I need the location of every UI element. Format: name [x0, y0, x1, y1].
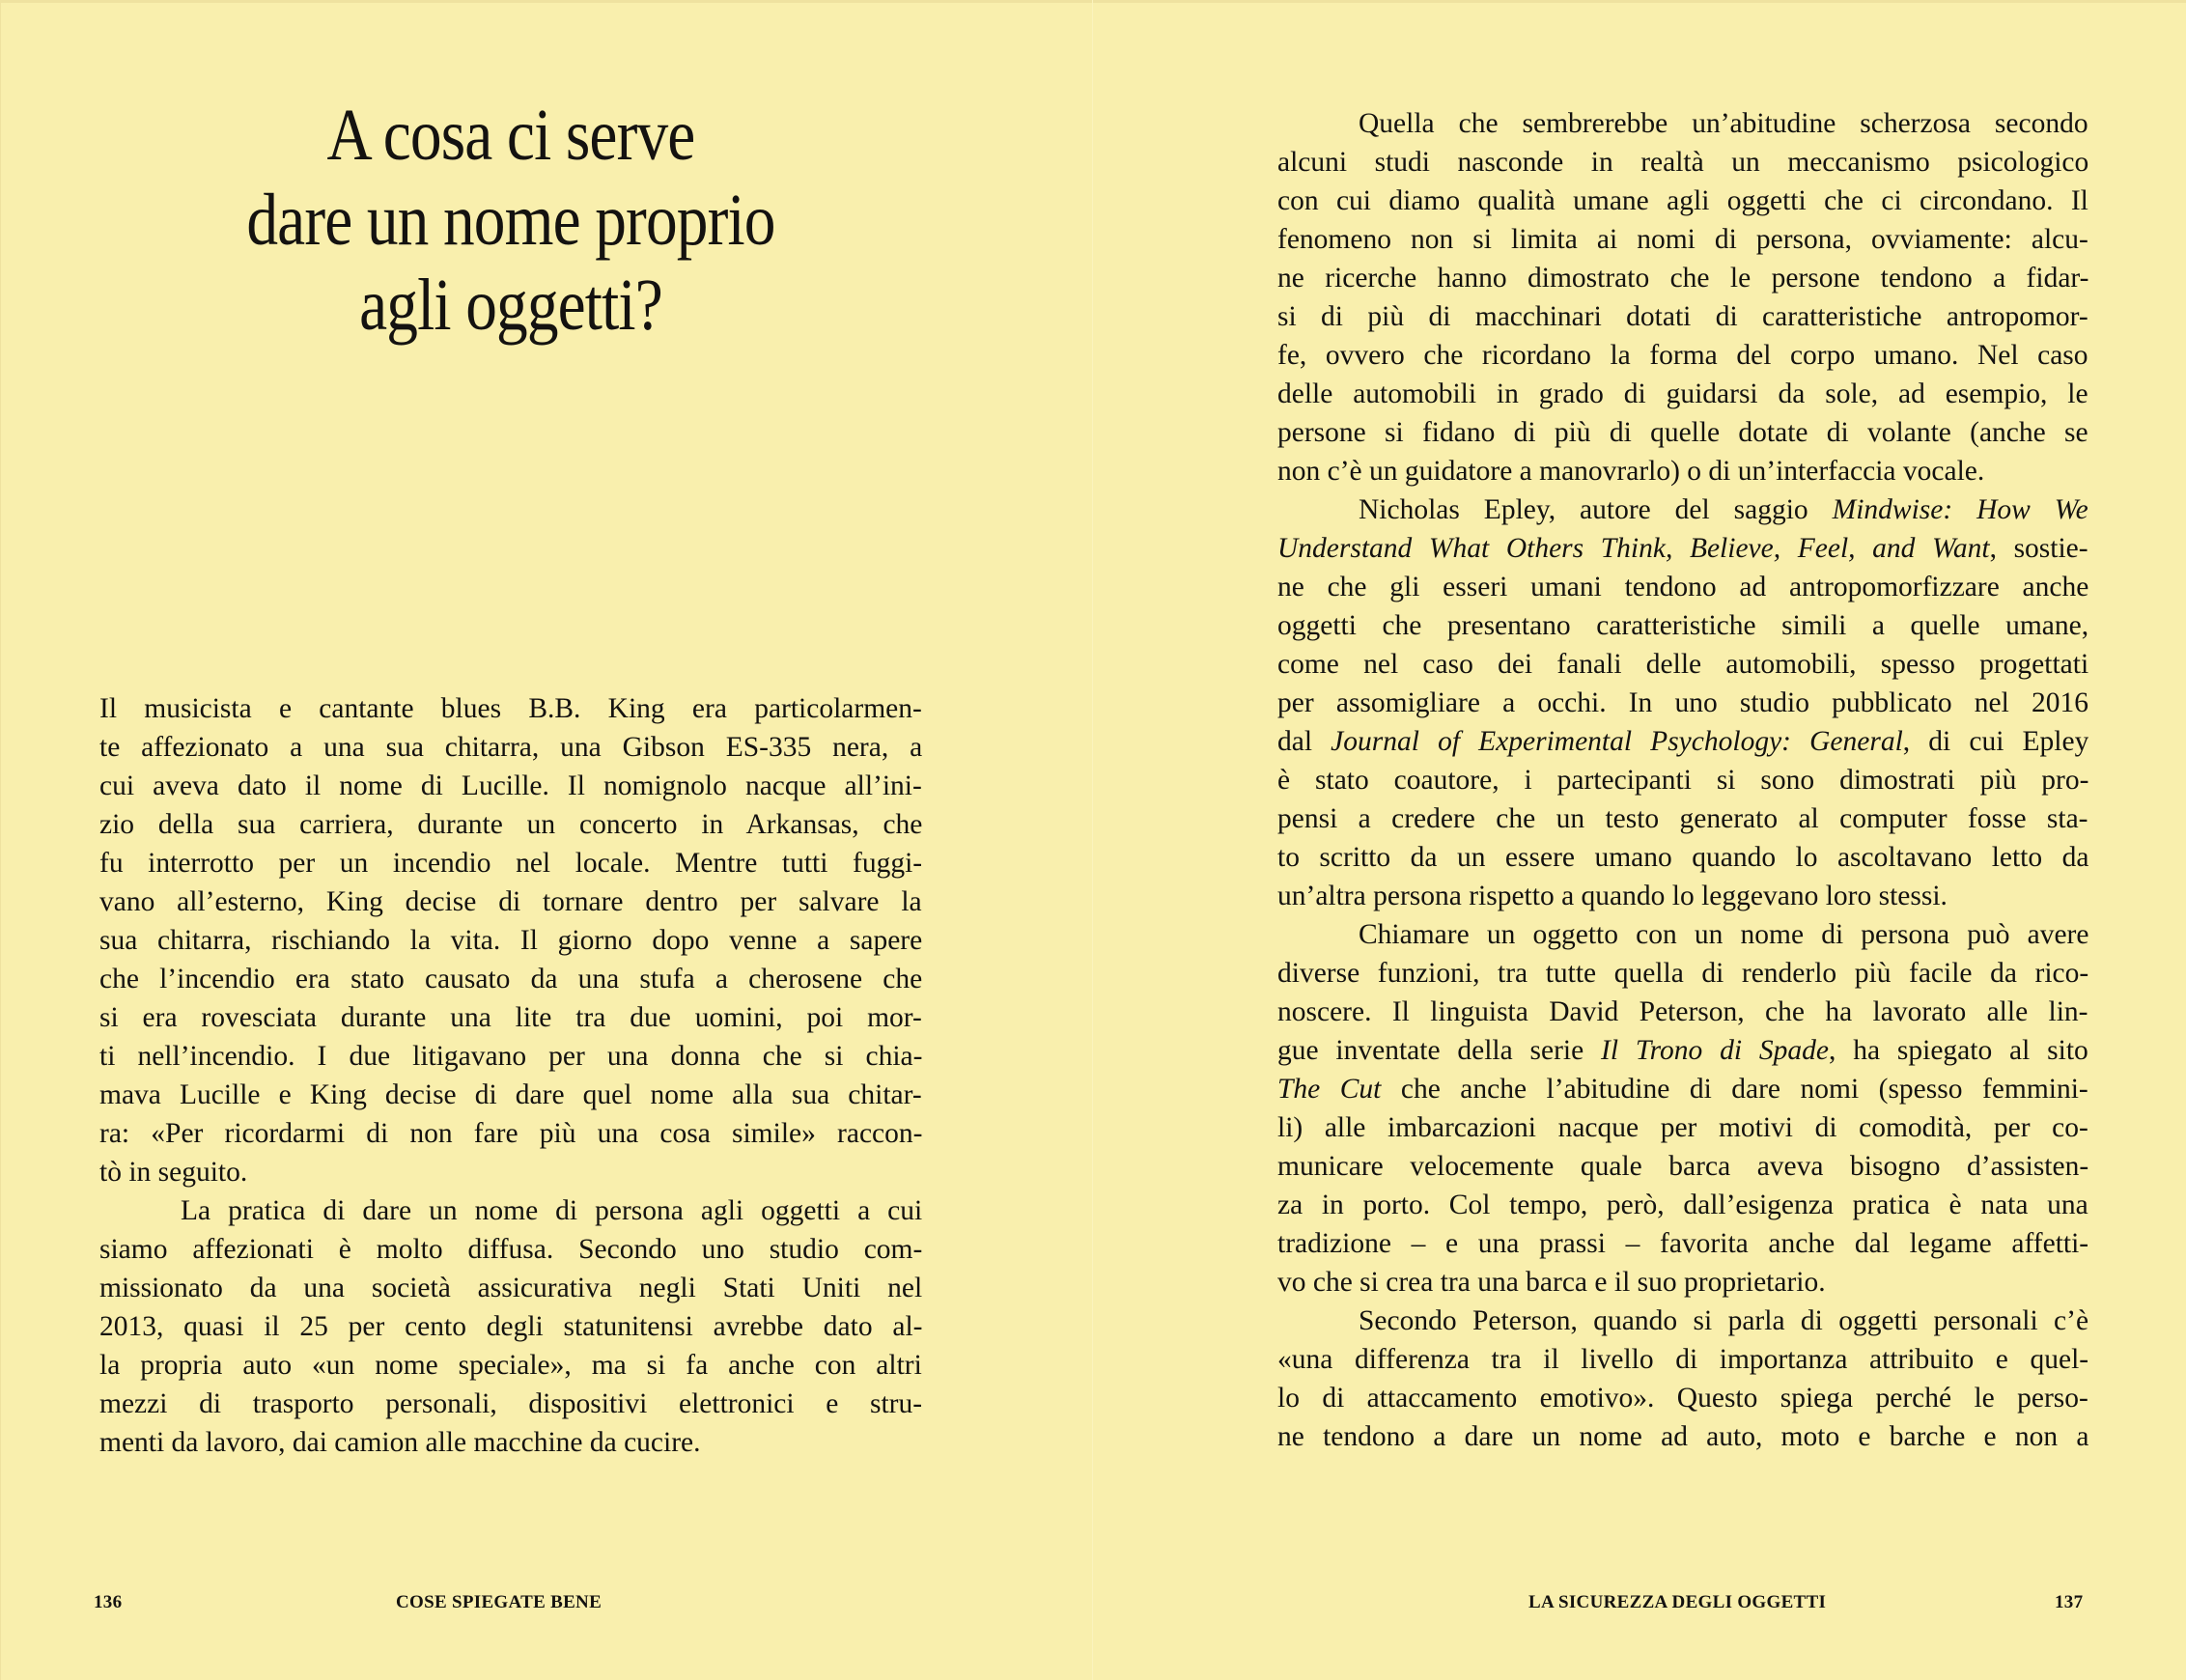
title-line: A cosa ci serve	[326, 95, 695, 176]
text-line: siamo affezionati è molto diffusa. Secondo uno studio com-	[99, 1234, 922, 1265]
book-title: Mindwise: How We	[1832, 494, 2088, 525]
text-line: Il musicista e cantante blues B.B. King era particolarmen-	[99, 693, 922, 724]
text-line: ti nell’incendio. I due litigavano per una donna che si chia-	[99, 1041, 922, 1072]
text-line: la propria auto «un nome speciale», ma si fa anche con altri	[99, 1350, 922, 1381]
text-line: persone si fidano di più di quelle dotate di volante (anche se	[1277, 417, 2088, 448]
text-line: fu interrotto per un incendio nel locale. Mentre tutti fuggi-	[99, 848, 922, 879]
text-line	[1277, 722, 2088, 761]
text-line: to scritto da un essere umano quando lo ascoltavano letto da	[1277, 842, 2088, 873]
text-run: , sostie-	[1989, 533, 2088, 564]
text-line: Secondo Peterson, quando si parla di oggetti personali c’è	[1359, 1305, 2088, 1336]
spine-gutter	[1092, 0, 1093, 1680]
text-line: fe, ovvero che ricordano la forma del corpo umano. Nel caso	[1277, 340, 2088, 371]
journal-title: Journal of Experimental Psychology: General	[1331, 726, 1903, 757]
text-line: vano all’esterno, King decise di tornare dentro per salvare la	[99, 886, 922, 917]
title-line: agli oggetti?	[359, 265, 662, 346]
text-line: un’altra persona rispetto a quando lo leggevano loro stessi.	[1277, 881, 1948, 911]
text-line: con cui diamo qualità umane agli oggetti che ci circondano. Il	[1277, 185, 2088, 216]
text-line: tradizione – e una prassi – favorita anche dal legame affetti-	[1277, 1228, 2088, 1259]
text-line: alcuni studi nasconde in realtà un meccanismo psicologico	[1277, 147, 2088, 178]
text-line	[1277, 529, 2088, 568]
page-number: 137	[2055, 1592, 2084, 1612]
text-line: pensi a credere che un testo generato al computer fosse sta-	[1277, 803, 2088, 834]
text-line: te affezionato a una sua chitarra, una Gibson ES-335 nera, a	[99, 732, 922, 763]
text-line	[1277, 1070, 2088, 1108]
text-line: sua chitarra, rischiando la vita. Il giorno dopo venne a sapere	[99, 925, 922, 956]
text-line: lo di attaccamento emotivo». Questo spiega perché le perso-	[1277, 1383, 2088, 1414]
text-line: tò in seguito.	[99, 1157, 248, 1188]
text-line: si di più di macchinari dotati di caratteristiche antropomor-	[1277, 301, 2088, 332]
text-line: delle automobili in grado di guidarsi da sole, ad esempio, le	[1277, 378, 2088, 409]
series-title: Il Trono di Spade	[1601, 1035, 1830, 1066]
text-line: mava Lucille e King decise di dare quel nome alla sua chitar-	[99, 1079, 922, 1110]
text-run: dal	[1277, 726, 1331, 757]
text-line: Chiamare un oggetto con un nome di persona può avere	[1359, 919, 2088, 950]
text-line: fenomeno non si limita ai nomi di persona, ovviamente: alcu-	[1277, 224, 2088, 255]
text-line: per assomigliare a occhi. In uno studio pubblicato nel 2016	[1277, 687, 2088, 718]
text-line: «una differenza tra il livello di importanza attribuito e quel-	[1277, 1344, 2088, 1375]
text-line: si era rovesciata durante una lite tra due uomini, poi mor-	[99, 1002, 922, 1033]
text-line: li) alle imbarcazioni nacque per motivi di comodità, per co-	[1277, 1112, 2088, 1143]
text-line: zio della sua carriera, durante un concerto in Arkansas, che	[99, 809, 922, 840]
text-line: non c’è un guidatore a manovrarlo) o di un’interfaccia vocale.	[1277, 456, 1985, 487]
text-line: 2013, quasi il 25 per cento degli statunitensi avrebbe dato al-	[99, 1311, 922, 1342]
text-line: ra: «Per ricordarmi di non fare più una cosa simile» raccon-	[99, 1118, 922, 1149]
running-head: LA SICUREZZA DEGLI OGGETTI	[1528, 1592, 1827, 1612]
text-line: che l’incendio era stato causato da una stufa a cherosene che	[99, 964, 922, 994]
text-line: come nel caso dei fanali delle automobili, spesso progettati	[1277, 649, 2088, 680]
text-run: Nicholas Epley, autore del saggio	[1359, 494, 1833, 525]
page-number: 136	[94, 1592, 123, 1612]
text-line: menti da lavoro, dai camion alle macchine da cucire.	[99, 1427, 701, 1458]
text-line: ne tendono a dare un nome ad auto, moto e barche e non a	[1277, 1421, 2088, 1452]
left-body-text	[99, 689, 922, 1462]
text-line: za in porto. Col tempo, però, dall’esigenza pratica è nata una	[1277, 1190, 2088, 1220]
page-left-edge	[0, 0, 1, 1680]
text-line: diverse funzioni, tra tutte quella di renderlo più facile da rico-	[1277, 958, 2088, 989]
title-line: dare un nome proprio	[246, 180, 775, 261]
text-line	[1277, 1031, 2088, 1070]
chapter-title	[157, 93, 865, 348]
site-title: The Cut	[1277, 1074, 1382, 1105]
text-run: , ha spiegato al sito	[1829, 1035, 2088, 1066]
text-line: oggetti che presentano caratteristiche simili a quelle umane,	[1277, 610, 2088, 641]
right-body-text	[1277, 104, 2088, 1456]
text-line	[1277, 490, 2088, 529]
page-top-edge	[0, 0, 2186, 3]
book-title: Understand What Others Think, Believe, Feel, and Want	[1277, 533, 1990, 564]
text-line: è stato coautore, i partecipanti si sono dimostrati più pro-	[1277, 765, 2088, 796]
text-run: gue inventate della serie	[1277, 1035, 1602, 1066]
text-line: missionato da una società assicurativa negli Stati Uniti nel	[99, 1273, 922, 1303]
text-run: , di cui Epley	[1902, 726, 2088, 757]
text-line: ne che gli esseri umani tendono ad antropomorfizzare anche	[1277, 572, 2088, 602]
text-line: noscere. Il linguista David Peterson, che ha lavorato alle lin-	[1277, 996, 2088, 1027]
text-line: La pratica di dare un nome di persona agli oggetti a cui	[181, 1195, 922, 1226]
text-line: ne ricerche hanno dimostrato che le persone tendono a fidar-	[1277, 263, 2088, 294]
text-line: mezzi di trasporto personali, dispositivi elettronici e stru-	[99, 1388, 922, 1419]
text-line: Quella che sembrerebbe un’abitudine scherzosa secondo	[1359, 108, 2088, 139]
text-line: vo che si crea tra una barca e il suo proprietario.	[1277, 1267, 1826, 1298]
running-head: COSE SPIEGATE BENE	[396, 1592, 603, 1612]
text-run: che anche l’abitudine di dare nomi (spesso femmini-	[1381, 1074, 2088, 1105]
text-line: municare velocemente quale barca aveva bisogno d’assisten-	[1277, 1151, 2088, 1182]
text-line: cui aveva dato il nome di Lucille. Il nomignolo nacque all’ini-	[99, 770, 922, 801]
